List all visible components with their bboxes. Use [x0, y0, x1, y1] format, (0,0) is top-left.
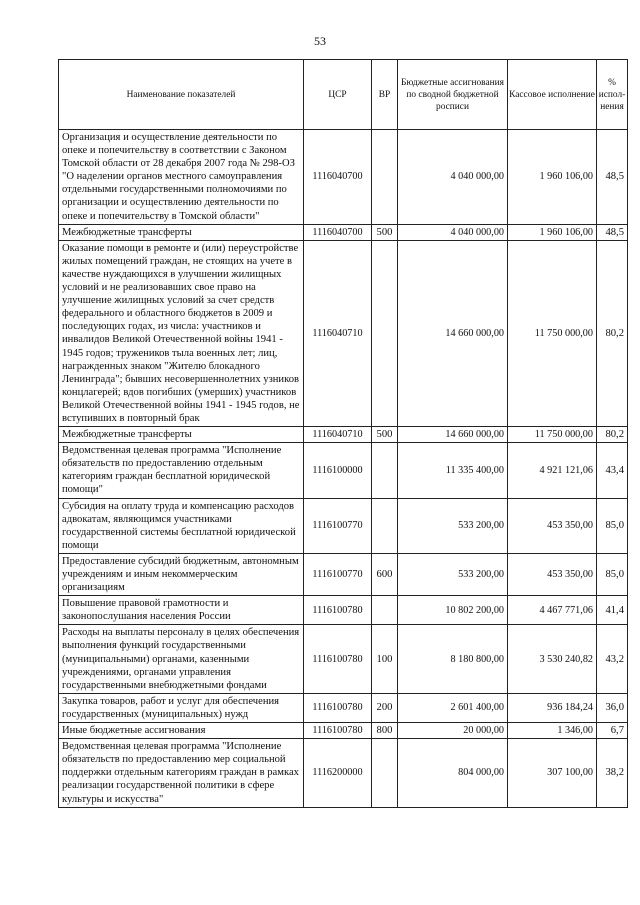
cell-pct: 80,2 [597, 427, 628, 443]
table-row [59, 240, 628, 426]
cell-name: Организация и осуществление деятельности по опеке и попечительству в соответствии с Законом Томской области от 28 декабря 2007 года № 298-ОЗ "О наделении органов местного самоуправления отдельными государственными полномочиями по организации и осуществлению деятельности по опеке и попечительству в Томской области" [59, 130, 304, 225]
cell-pct: 43,2 [597, 625, 628, 693]
cell-vr: 600 [372, 553, 398, 595]
cell-cash: 453 350,00 [508, 498, 597, 553]
cell-budget: 14 660 000,00 [398, 427, 508, 443]
cell-budget: 533 200,00 [398, 498, 508, 553]
cell-name: Оказание помощи в ремонте и (или) переустройстве жилых помещений граждан, не стоящих на учете в качестве нуждающихся в улучшении жилищных условий и не реализовавших свое право на улучшение жилищных условий за счет средств федерального и областного бюджетов в 2009 и последующих годах, из числа: участников и инвалидов Великой Отечественной войны 1941 - 1945 годов; тружеников тыла военных лет; лиц, награжденных знаком "Жителю блокадного Ленинграда"; бывших несовершеннолетних узников концлагерей; вдов погибших (умерших) участников Великой Отечественной войны 1941 - 1945 годов, не вступивших в повторный брак [59, 240, 304, 426]
cell-vr [372, 443, 398, 498]
header-pct: % испол-нения [597, 60, 628, 130]
cell-name: Иные бюджетные ассигнования [59, 723, 304, 739]
table-row [59, 693, 628, 722]
cell-csr: 1116100780 [304, 596, 372, 625]
cell-budget: 14 660 000,00 [398, 240, 508, 426]
header-vr: ВР [372, 60, 398, 130]
cell-budget: 11 335 400,00 [398, 443, 508, 498]
header-csr: ЦСР [304, 60, 372, 130]
cell-cash: 453 350,00 [508, 553, 597, 595]
table-row [59, 739, 628, 807]
cell-cash: 936 184,24 [508, 693, 597, 722]
table-row [59, 723, 628, 739]
cell-cash: 1 960 106,00 [508, 224, 597, 240]
table-row [59, 498, 628, 553]
cell-budget: 20 000,00 [398, 723, 508, 739]
cell-cash: 4 921 121,06 [508, 443, 597, 498]
cell-pct: 48,5 [597, 224, 628, 240]
cell-csr: 1116100770 [304, 553, 372, 595]
table-row [59, 625, 628, 693]
cell-name: Межбюджетные трансферты [59, 427, 304, 443]
cell-pct: 38,2 [597, 739, 628, 807]
cell-pct: 80,2 [597, 240, 628, 426]
cell-csr: 1116100780 [304, 723, 372, 739]
cell-vr [372, 240, 398, 426]
cell-cash: 11 750 000,00 [508, 240, 597, 426]
cell-csr: 1116040710 [304, 240, 372, 426]
cell-budget: 10 802 200,00 [398, 596, 508, 625]
cell-budget: 4 040 000,00 [398, 130, 508, 225]
cell-cash: 3 530 240,82 [508, 625, 597, 693]
table-row [59, 427, 628, 443]
table-row [59, 224, 628, 240]
cell-csr: 1116040710 [304, 427, 372, 443]
cell-cash: 307 100,00 [508, 739, 597, 807]
cell-name: Ведомственная целевая программа "Исполнение обязательств по предоставлению мер социальной поддержки отдельным категориям граждан в рамках реализации государственной политики в сфере культуры и искусства" [59, 739, 304, 807]
cell-budget: 4 040 000,00 [398, 224, 508, 240]
cell-vr [372, 498, 398, 553]
cell-cash: 1 346,00 [508, 723, 597, 739]
cell-pct: 48,5 [597, 130, 628, 225]
cell-csr: 1116100780 [304, 625, 372, 693]
cell-name: Повышение правовой грамотности и законопослушания населения России [59, 596, 304, 625]
cell-vr: 100 [372, 625, 398, 693]
cell-pct: 43,4 [597, 443, 628, 498]
cell-name: Ведомственная целевая программа "Исполнение обязательств по предоставлению отдельным категориям граждан бесплатной юридической помощи" [59, 443, 304, 498]
header-budget: Бюджетные ассигнования по сводной бюджетной росписи [398, 60, 508, 130]
table-row [59, 443, 628, 498]
page-number: 53 [314, 34, 326, 48]
cell-cash: 11 750 000,00 [508, 427, 597, 443]
cell-vr: 200 [372, 693, 398, 722]
cell-pct: 85,0 [597, 553, 628, 595]
header-cash: Кассовое исполнение [508, 60, 597, 130]
cell-cash: 4 467 771,06 [508, 596, 597, 625]
cell-name: Расходы на выплаты персоналу в целях обеспечения выполнения функций государственными (муниципальными) органами, казенными учреждениями, органами управления государственными внебюджетными фондами [59, 625, 304, 693]
cell-csr: 1116200000 [304, 739, 372, 807]
cell-pct: 85,0 [597, 498, 628, 553]
cell-vr [372, 739, 398, 807]
cell-csr: 1116040700 [304, 130, 372, 225]
cell-csr: 1116040700 [304, 224, 372, 240]
budget-execution-table [58, 59, 628, 808]
cell-budget: 533 200,00 [398, 553, 508, 595]
cell-name: Субсидия на оплату труда и компенсацию расходов адвокатам, являющимся участниками государственной системы бесплатной юридической помощи [59, 498, 304, 553]
header-name: Наименование показателей [59, 60, 304, 130]
cell-vr: 500 [372, 427, 398, 443]
cell-vr: 500 [372, 224, 398, 240]
cell-name: Закупка товаров, работ и услуг для обеспечения государственных (муниципальных) нужд [59, 693, 304, 722]
table-row [59, 130, 628, 225]
cell-budget: 804 000,00 [398, 739, 508, 807]
cell-vr [372, 130, 398, 225]
cell-vr [372, 596, 398, 625]
cell-budget: 2 601 400,00 [398, 693, 508, 722]
cell-pct: 41,4 [597, 596, 628, 625]
table-header-row [59, 60, 628, 130]
cell-csr: 1116100770 [304, 498, 372, 553]
cell-vr: 800 [372, 723, 398, 739]
cell-cash: 1 960 106,00 [508, 130, 597, 225]
cell-name: Предоставление субсидий бюджетным, автономным учреждениям и иным некоммерческим организациям [59, 553, 304, 595]
cell-pct: 6,7 [597, 723, 628, 739]
table-row [59, 553, 628, 595]
cell-budget: 8 180 800,00 [398, 625, 508, 693]
cell-csr: 1116100000 [304, 443, 372, 498]
cell-name: Межбюджетные трансферты [59, 224, 304, 240]
cell-pct: 36,0 [597, 693, 628, 722]
table-row [59, 596, 628, 625]
cell-csr: 1116100780 [304, 693, 372, 722]
